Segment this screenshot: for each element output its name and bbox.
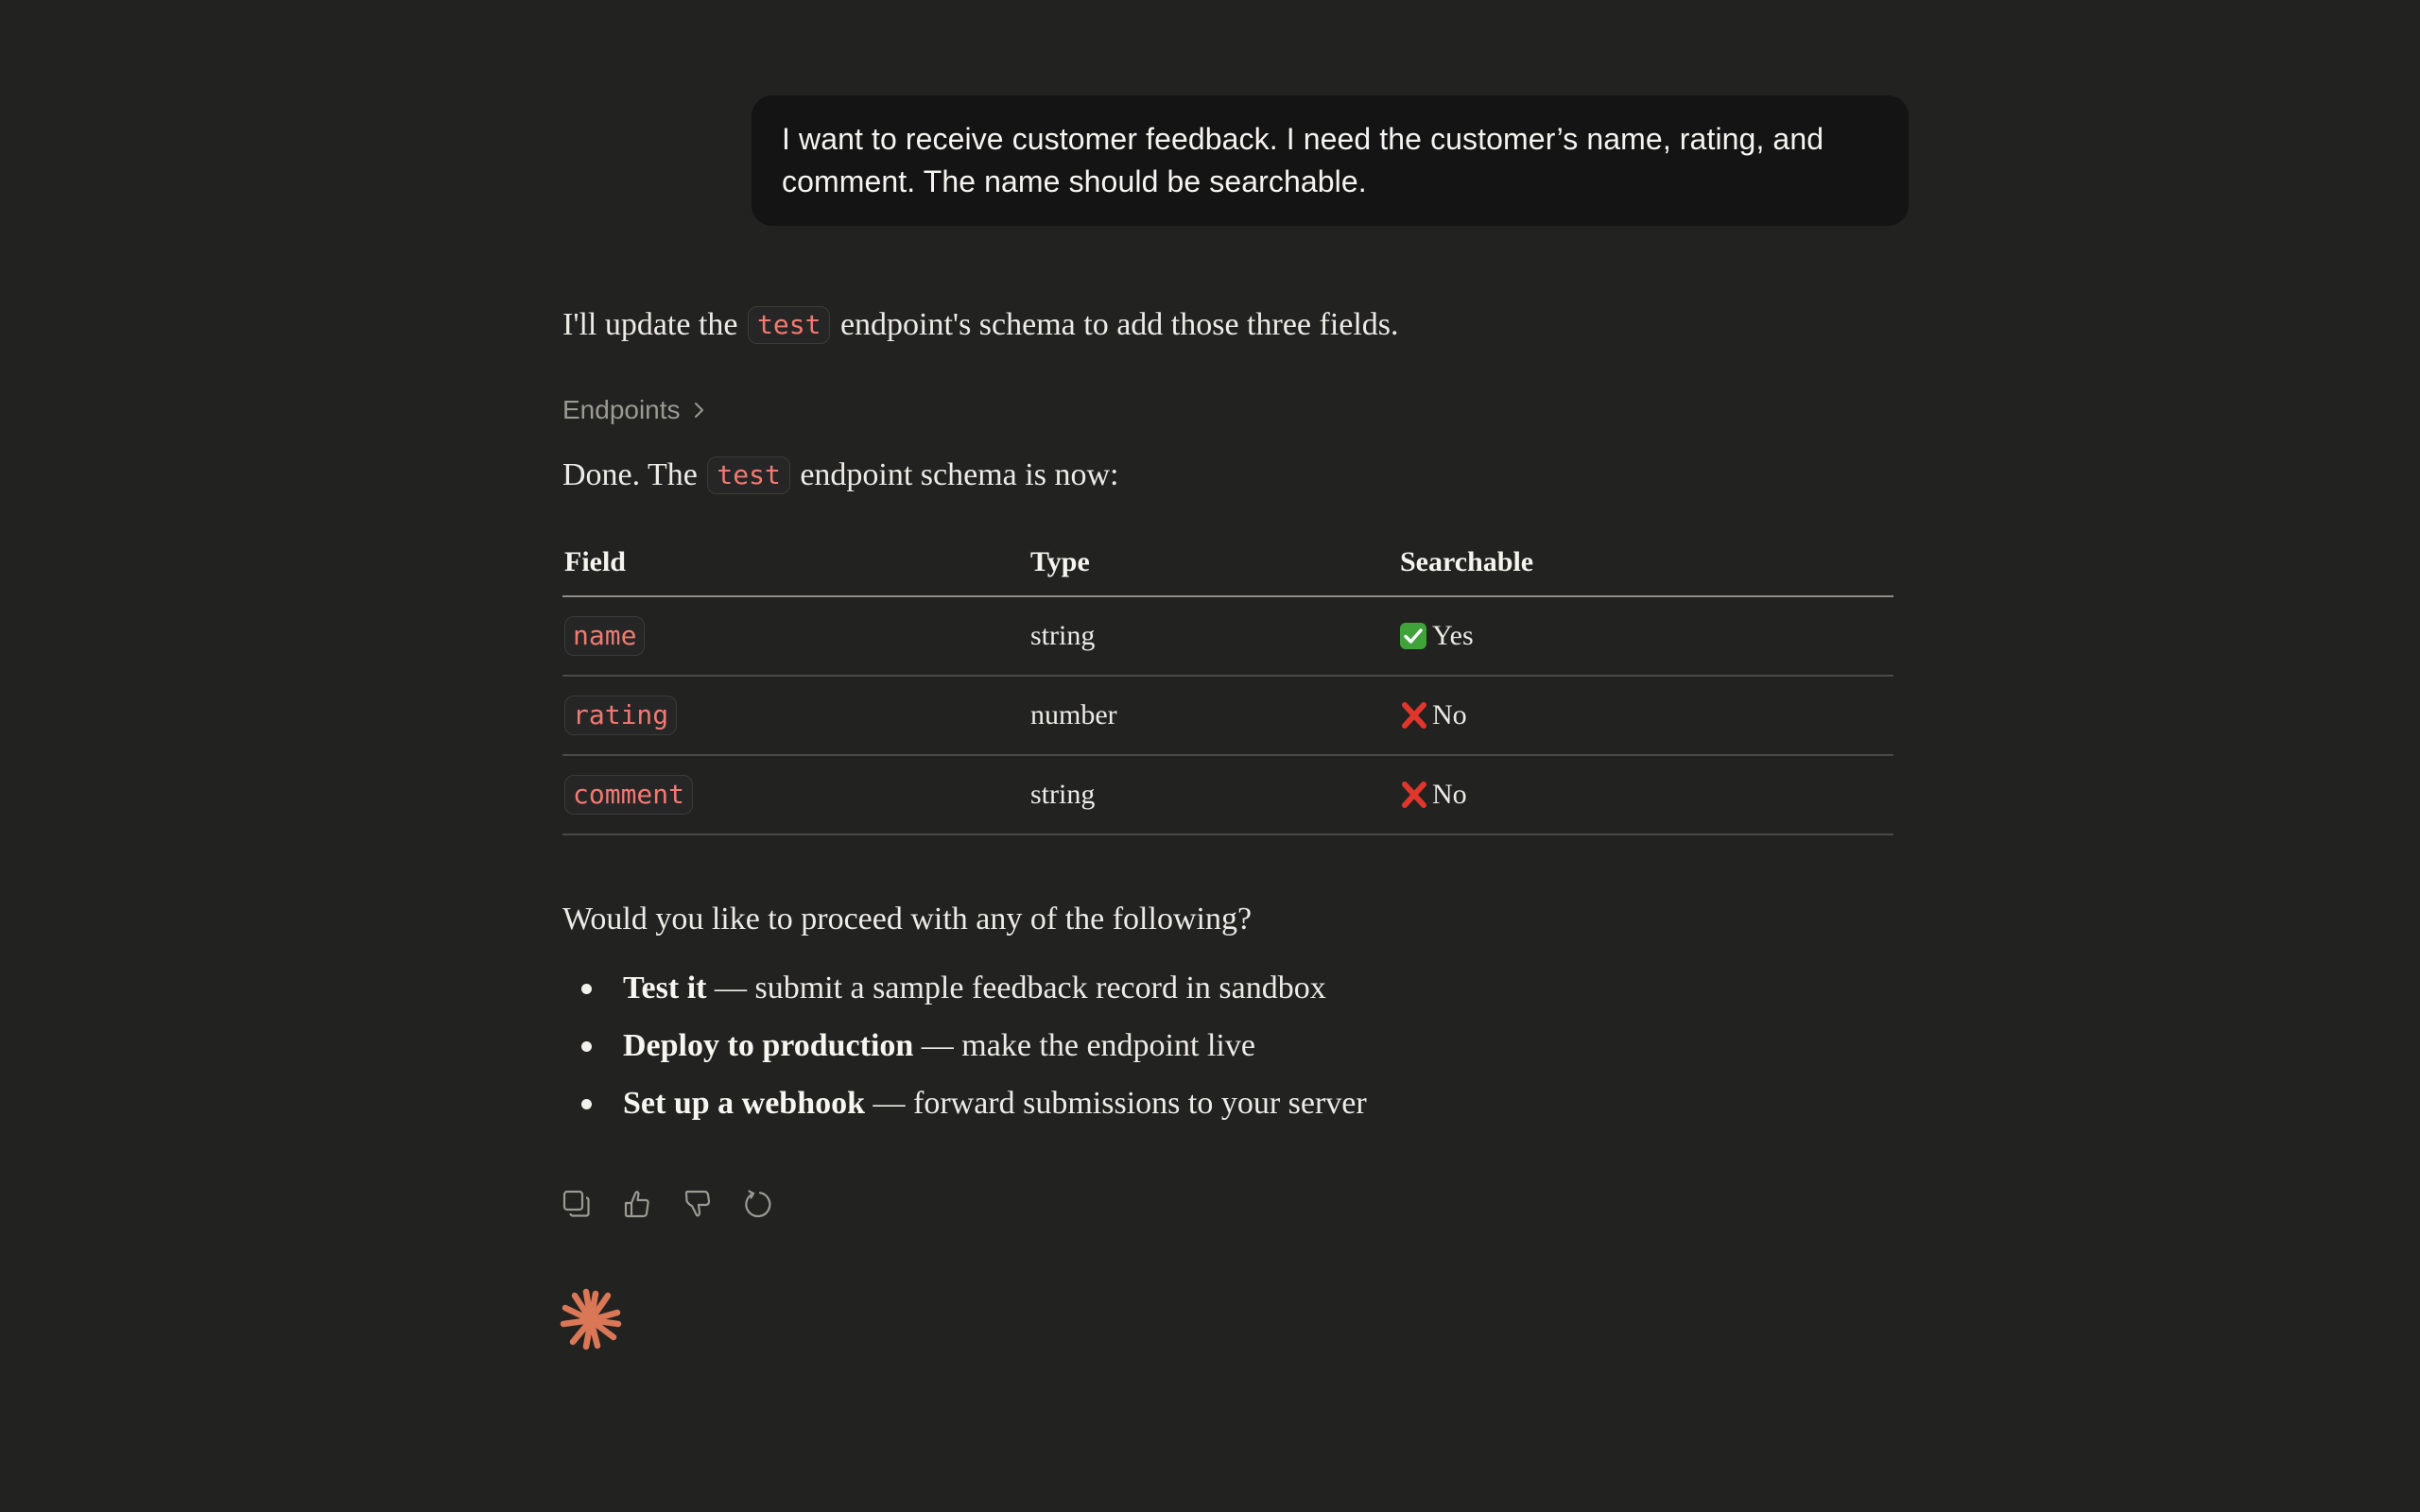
field-name: name: [564, 616, 645, 656]
inline-code-endpoint: test: [707, 456, 789, 494]
thumbs-up-icon: [623, 1189, 651, 1219]
option-title: Test it: [623, 971, 707, 1005]
intro-text-after: endpoint's schema to add those three fields.: [832, 307, 1399, 342]
retry-icon: [743, 1189, 773, 1219]
table-row: [562, 756, 1893, 835]
assistant-intro: [562, 304, 1399, 346]
option-desc: — submit a sample feedback record in sandbox: [706, 971, 1326, 1005]
chevron-right-icon: [692, 401, 707, 420]
message-actions: [562, 1187, 773, 1221]
searchable-value: No: [1432, 699, 1467, 730]
option-desc: — forward submissions to your server: [865, 1086, 1367, 1121]
bullet-dot: [581, 1041, 592, 1052]
cross-icon: [1400, 781, 1428, 809]
inline-code-endpoint: test: [748, 306, 830, 344]
header-field: Field: [564, 546, 626, 577]
intro-text-before: I'll update the: [562, 307, 747, 342]
user-message-bubble: [752, 95, 1909, 226]
option-desc: — make the endpoint live: [913, 1028, 1255, 1063]
header-searchable: Searchable: [1400, 546, 1534, 577]
thumbs-up-button[interactable]: [622, 1187, 652, 1221]
check-icon: [1400, 623, 1426, 649]
tool-call-endpoints[interactable]: [562, 395, 707, 425]
header-type: Type: [1030, 546, 1090, 577]
bullet-dot: [581, 1099, 592, 1109]
field-type: number: [1030, 699, 1117, 730]
schema-table: [562, 529, 1893, 835]
searchable-value: Yes: [1432, 620, 1474, 651]
table-header-row: [562, 529, 1893, 597]
copy-button[interactable]: [562, 1187, 592, 1221]
option-title: Deploy to production: [623, 1028, 914, 1063]
field-type: string: [1030, 779, 1096, 810]
claude-spark-icon: [558, 1287, 624, 1353]
table-row: [562, 597, 1893, 677]
field-type: string: [1030, 620, 1096, 651]
assistant-done-text: [562, 455, 1118, 496]
done-text-before: Done. The: [562, 457, 706, 492]
thumbs-down-button[interactable]: [683, 1187, 713, 1221]
field-name: rating: [564, 696, 677, 735]
option-title: Set up a webhook: [623, 1086, 866, 1121]
thumbs-down-icon: [683, 1189, 712, 1219]
done-text-after: endpoint schema is now:: [791, 457, 1119, 492]
searchable-value: No: [1432, 779, 1467, 810]
cross-icon: [1400, 701, 1428, 730]
bullet-dot: [581, 984, 592, 994]
copy-icon: [562, 1190, 591, 1218]
retry-button[interactable]: [743, 1187, 773, 1221]
follow-up-question: Would you like to proceed with any of the following?: [562, 902, 1253, 936]
tool-call-label: Endpoints: [562, 395, 681, 424]
user-message-text: I want to receive customer feedback. I need the customer’s name, rating, and comment. The name should be searchable.: [782, 122, 1824, 198]
table-row: [562, 677, 1893, 756]
field-name: comment: [564, 775, 693, 815]
